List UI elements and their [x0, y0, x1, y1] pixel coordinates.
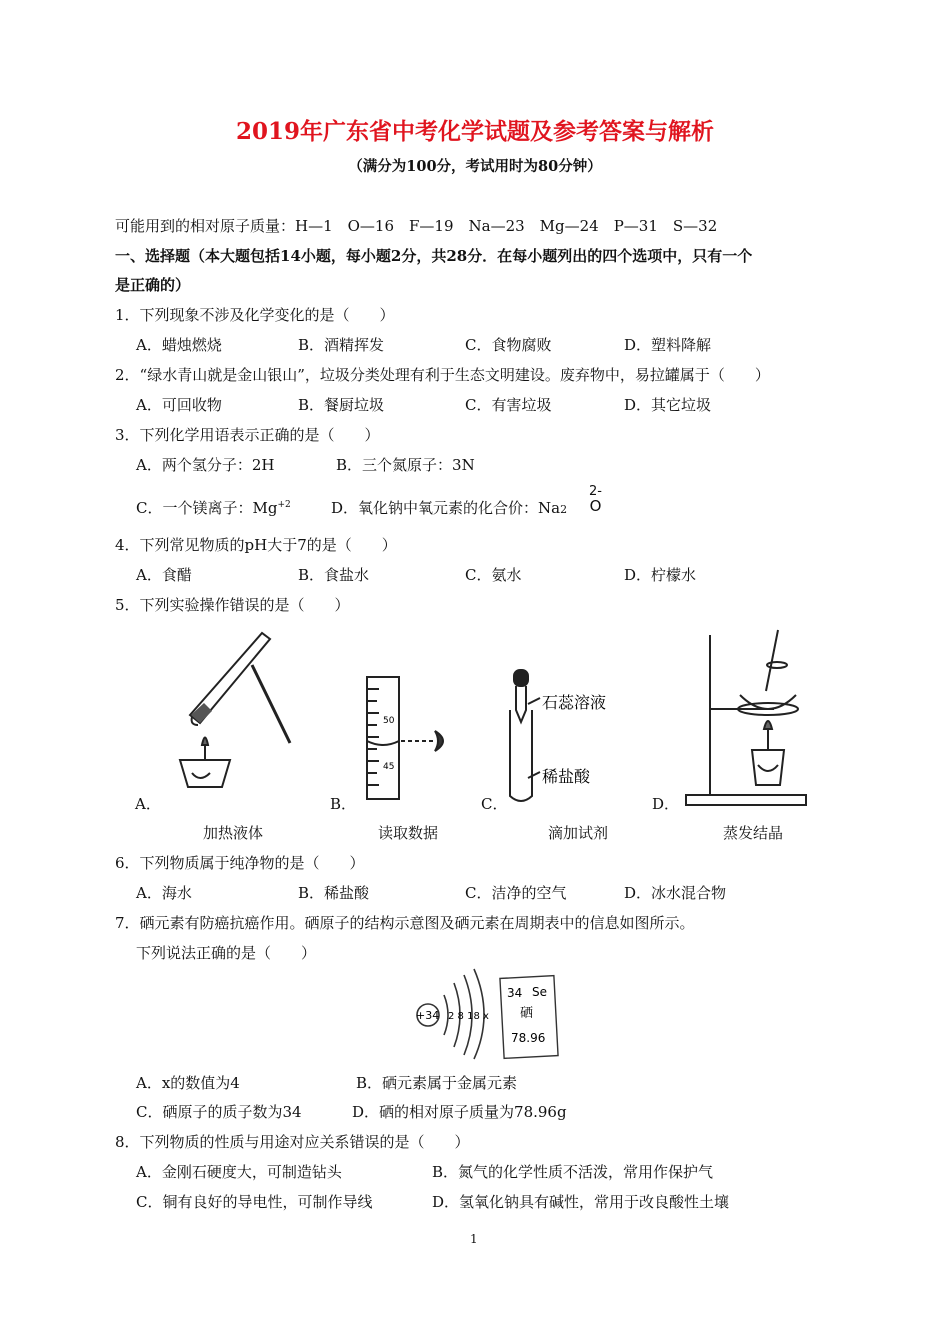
selenium-diagram	[410, 965, 560, 1060]
q5-option-a: A．	[135, 795, 161, 813]
q5-stem: 5．下列实验操作错误的是（ ）	[115, 596, 350, 614]
q3-valence-element: O	[589, 497, 602, 515]
q7-stem-line1: 7．硒元素有防癌抗癌作用。硒原子的结构示意图及硒元素在周期表中的信息如图所示。	[115, 914, 695, 932]
q1-option-c: C．食物腐败	[465, 336, 552, 354]
q4-stem: 4．下列常见物质的pH大于7的是（ ）	[115, 536, 397, 554]
q6-option-d: D．冰水混合物	[624, 884, 727, 902]
q3-stem: 3．下列化学用语表示正确的是（ ）	[115, 426, 380, 444]
section-heading-line2: 是正确的）	[115, 276, 191, 294]
q4-option-c: C．氨水	[465, 566, 522, 584]
q2-option-c: C．有害垃圾	[465, 396, 552, 414]
q4-option-d: D．柠檬水	[624, 566, 697, 584]
q8-stem: 8．下列物质的性质与用途对应关系错误的是（ ）	[115, 1133, 470, 1151]
evaporation-figure	[680, 625, 820, 810]
q5-option-d: D．	[652, 795, 680, 813]
cell-symbol: Se	[532, 985, 547, 999]
section-heading-line1: 一、选择题（本大题包括14小题，每小题2分，共28分．在每小题列出的四个选项中，只有一个	[115, 247, 753, 265]
q2-stem: 2．“绿水青山就是金山银山”，垃圾分类处理有利于生态文明建设。废弃物中，易拉罐属于（ ）	[115, 366, 770, 384]
q4-option-a: A．食醋	[136, 566, 192, 584]
q2-option-b: B．餐厨垃圾	[298, 396, 385, 414]
q6-option-b: B．稀盐酸	[298, 884, 370, 902]
acid-label: 稀盐酸	[542, 767, 591, 786]
q1-option-a: A．蜡烛燃烧	[136, 336, 222, 354]
page-number: 1	[470, 1232, 478, 1246]
q5-caption-d: 蒸发结晶	[723, 824, 784, 842]
q3-option-d	[331, 497, 567, 518]
q5-caption-c: 滴加试剂	[548, 824, 609, 842]
dropper-figure	[500, 668, 630, 808]
q6-option-a: A．海水	[136, 884, 192, 902]
q7-stem-line2: 下列说法正确的是（ ）	[136, 944, 317, 962]
q7-option-d: D．硒的相对原子质量为78.96g	[352, 1103, 567, 1121]
q2-option-d: D．其它垃圾	[624, 396, 712, 414]
cylinder-mark-45: 45	[383, 762, 395, 772]
q5-option-c: C．	[481, 795, 508, 813]
exam-info: （满分为100分，考试用时为80分钟）	[348, 158, 602, 175]
q5-option-b: B．	[330, 795, 357, 813]
q1-option-b: B．酒精挥发	[298, 336, 385, 354]
page-title: 2019年广东省中考化学试题及参考答案与解析	[235, 118, 714, 145]
q7-option-a: A．x的数值为4	[136, 1074, 240, 1092]
electron-shells: 2 8 18 x	[448, 1011, 489, 1022]
q1-option-d: D．塑料降解	[624, 336, 712, 354]
q3-option-a: A．两个氢分子：2H	[136, 456, 275, 474]
cylinder-mark-50: 50	[383, 716, 395, 726]
cell-name: 硒	[520, 1006, 534, 1021]
q1-stem: 1．下列现象不涉及化学变化的是（ ）	[115, 306, 395, 324]
q8-option-b: B．氮气的化学性质不活泼，常用作保护气	[432, 1163, 714, 1181]
q3-charge: +2	[277, 500, 291, 510]
q3-option-c	[136, 497, 291, 518]
q3-option-d-text: D．氧化钠中氧元素的化合价：Na	[331, 499, 561, 517]
graduated-cylinder-figure	[355, 675, 460, 805]
q7-option-b: B．硒元素属于金属元素	[356, 1074, 518, 1092]
atomic-masses: 可能用到的相对原子质量：H—1 O—16 F—19 Na—23 Mg—24 P—31 S—32	[115, 217, 718, 235]
q3-option-c-text: C．一个镁离子：Mg	[136, 499, 278, 517]
q7-option-c: C．硒原子的质子数为34	[136, 1103, 302, 1121]
q3-option-b: B．三个氮原子：3N	[336, 456, 475, 474]
cell-atomic-number: 34	[507, 986, 523, 1000]
q4-option-b: B．食盐水	[298, 566, 370, 584]
q8-option-c: C．铜有良好的导电性，可制作导线	[136, 1193, 373, 1211]
q2-option-a: A．可回收物	[136, 396, 222, 414]
q3-valence	[589, 485, 602, 513]
q6-option-c: C．洁净的空气	[465, 884, 567, 902]
q5-caption-a: 加热液体	[203, 824, 264, 842]
cell-mass: 78.96	[511, 1031, 546, 1045]
heating-liquid-figure	[170, 625, 300, 810]
q8-option-d: D．氢氧化钠具有碱性，常用于改良酸性土壤	[432, 1193, 730, 1211]
periodic-table-cell	[500, 976, 558, 1059]
q5-caption-b: 读取数据	[378, 824, 439, 842]
q3-valence-value: 2-	[589, 484, 602, 499]
q8-option-a: A．金刚石硬度大，可制造钻头	[136, 1163, 342, 1181]
q3-subscript: 2	[560, 503, 568, 516]
nucleus-charge: +34	[416, 1009, 440, 1022]
litmus-label: 石蕊溶液	[542, 693, 607, 712]
q6-stem: 6．下列物质属于纯净物的是（ ）	[115, 854, 365, 872]
